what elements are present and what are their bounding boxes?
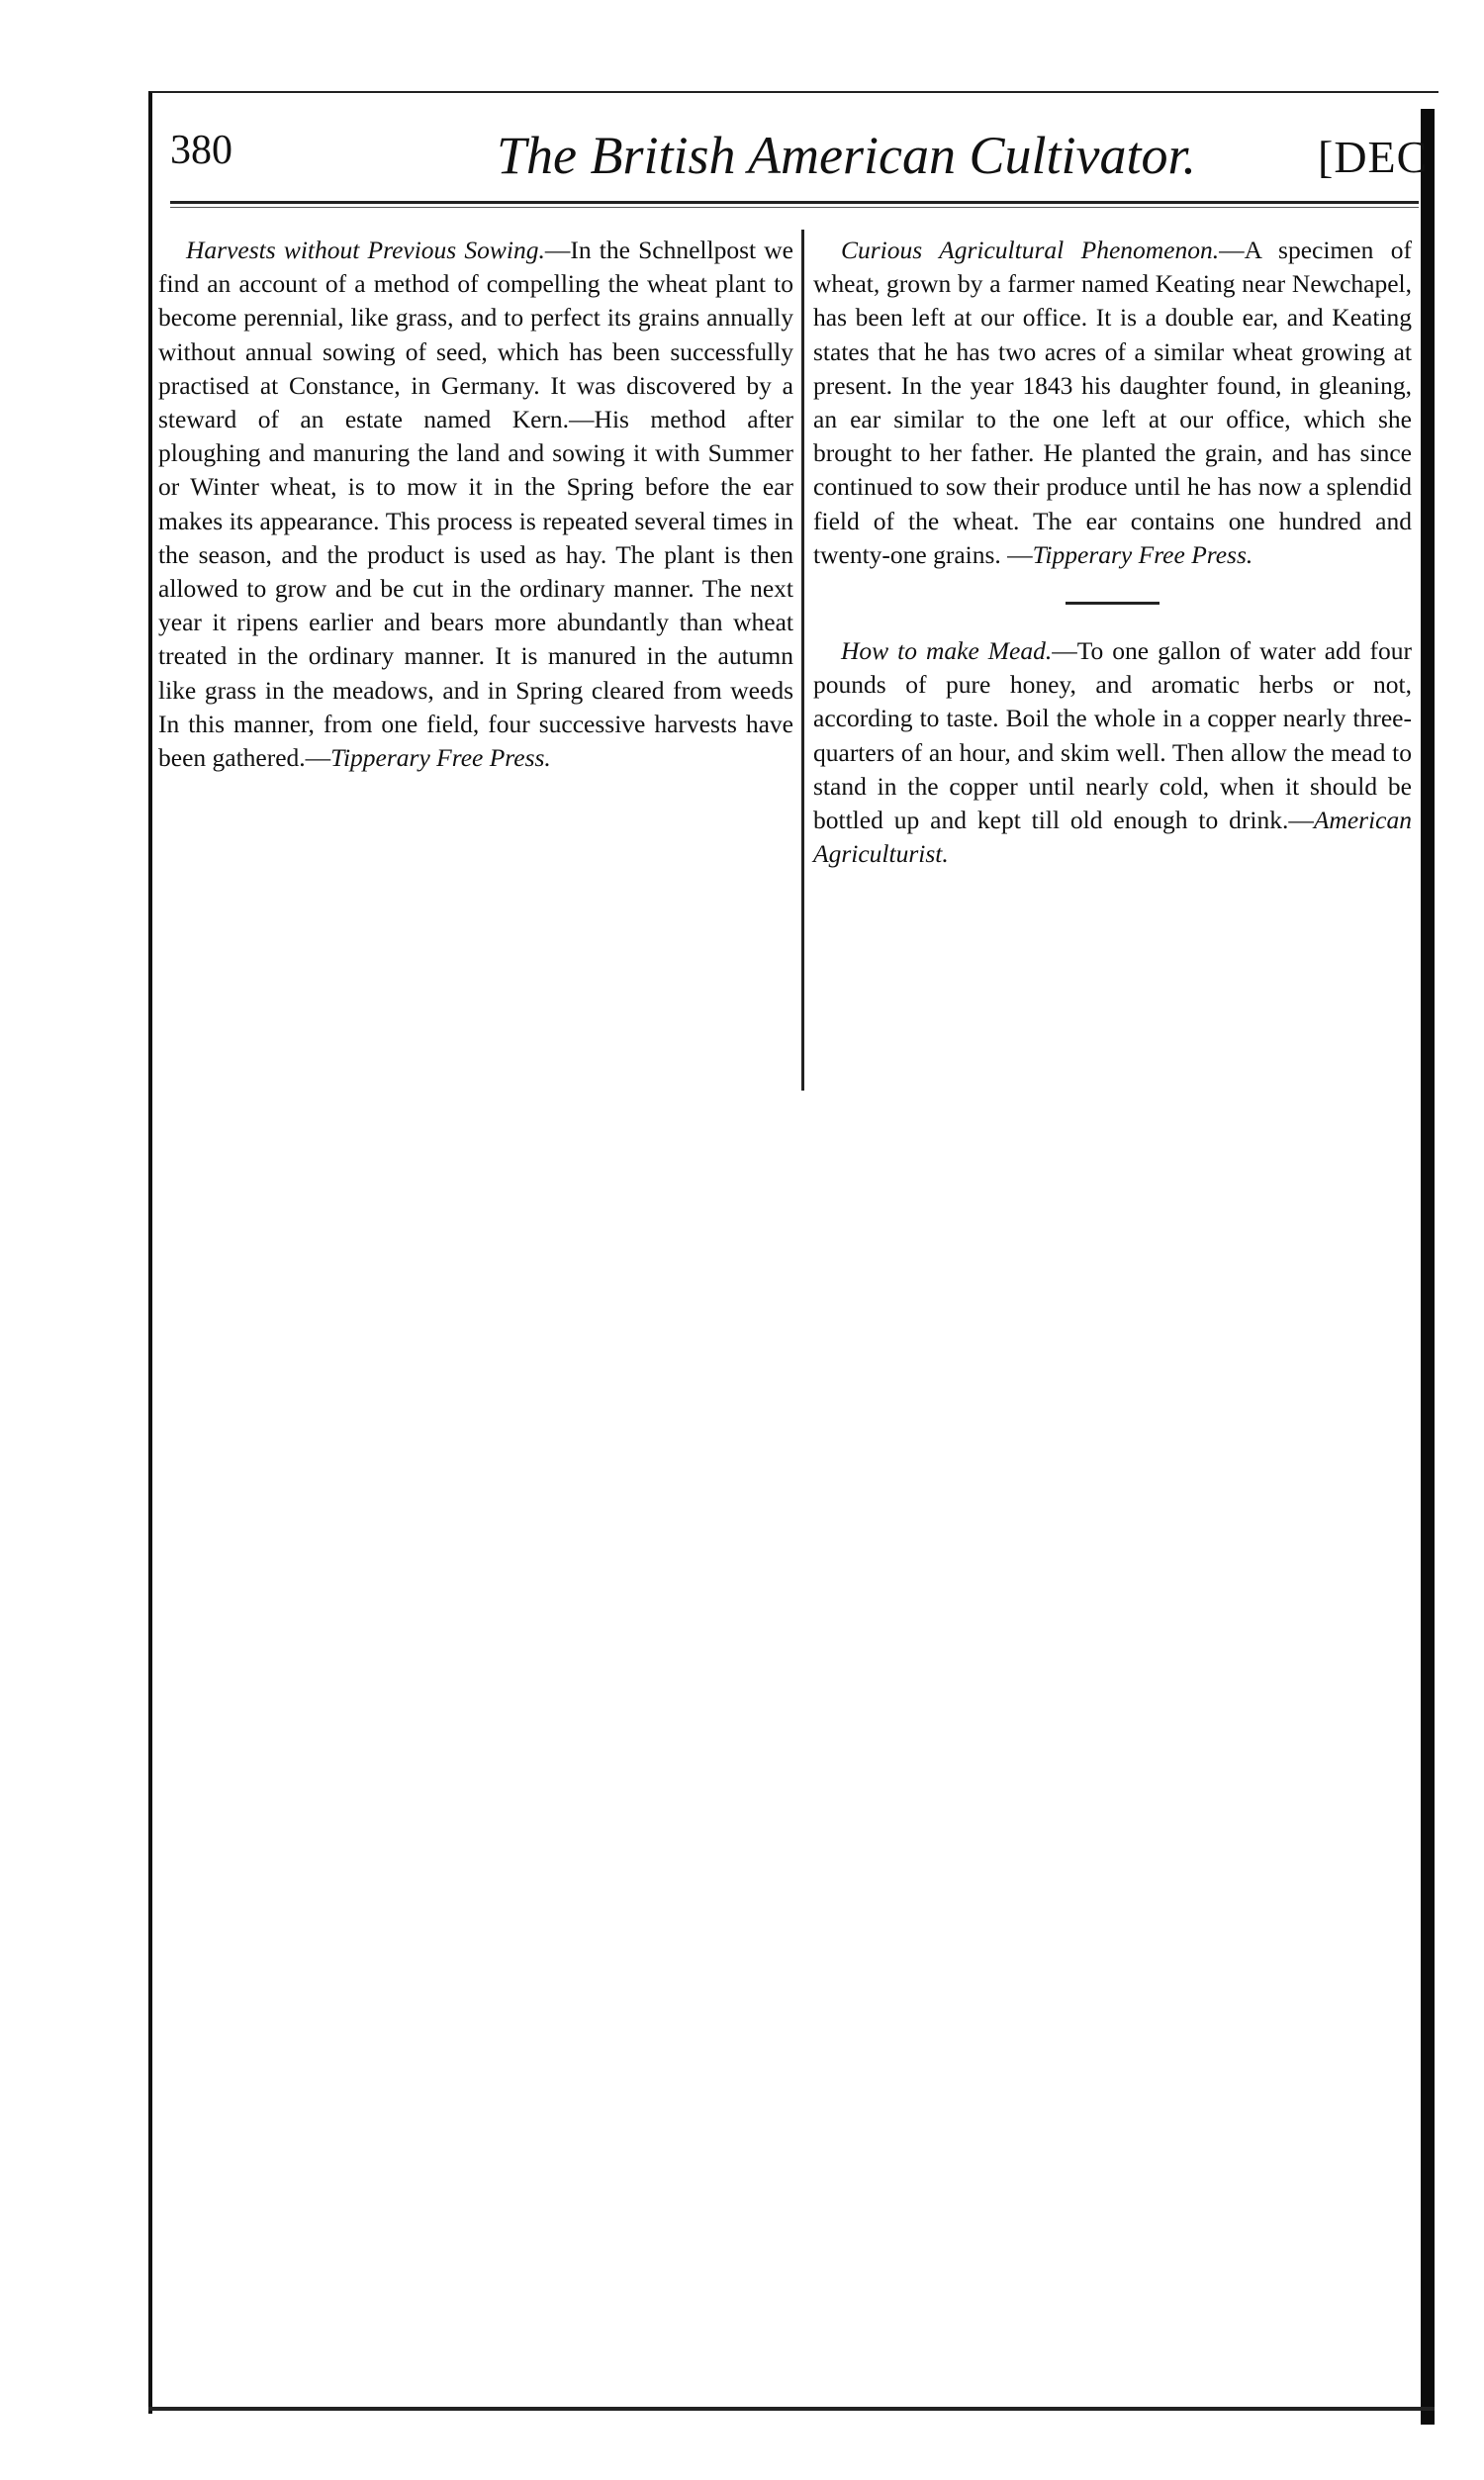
- article-body: —In the Schnellpost we find an account of a method of compelling the wheat plant to become perennial, like grass, and to perfect its grains annually without annual sowing of seed, which has been successfully practised at Constance, in Germany. It was discovered by a steward of an estate named Kern.—His method after ploughing and manuring the land and sowing it with Summer or Winter wheat, is to mow it in the Spring before the ear makes its appearance. This process is repeated several times in the season, and the product is used as hay. The plant is then allowed to grow and be cut in the ordinary manner. The next year it ripens earlier and bears more abundantly than wheat treated in the ordinary manner. It is manured in the autumn like grass in the meadows, and in Spring cleared from weeds In this manner, from one field, four successive harvests have been gathered.—: [158, 236, 793, 773]
- article-mead: [813, 634, 1412, 871]
- article-body: —A specimen of wheat, grown by a farmer named Keating near Newchapel, has been left at our office. It is a double ear, and Keating states that he has two acres of a similar wheat growing at present. In the year 1843 his daughter found, in gleaning, an ear similar to the one left at our office, which she brought to her father. He planted the grain, and has since continued to sow their produce until he has now a splendid field of the wheat. The ear contains one hundred and twenty-one grains. —: [813, 236, 1412, 569]
- right-column: [813, 234, 1412, 871]
- article-phenomenon: [813, 234, 1412, 572]
- bottom-rule: [148, 2407, 1435, 2411]
- page-edge-shadow: [1421, 109, 1435, 2425]
- article-paragraph: [158, 234, 793, 775]
- header-rule-thin: [170, 207, 1419, 208]
- section-divider: [1066, 602, 1159, 605]
- left-column: [158, 234, 793, 775]
- article-heading: How to make Mead.: [841, 636, 1053, 666]
- header-rule: [170, 201, 1419, 204]
- article-source: Tipperary Free Press.: [1032, 539, 1253, 569]
- article-heading: Harvests without Previous Sowing.: [186, 236, 545, 264]
- article-source: Tipperary Free Press.: [330, 743, 551, 773]
- journal-title: The British American Cultivator.: [497, 126, 1197, 185]
- page-header: [170, 117, 1429, 196]
- column-divider: [801, 230, 804, 1091]
- article-heading: Curious Agricultural Phenomenon.: [841, 236, 1220, 264]
- page-number: 380: [170, 128, 232, 173]
- article-body: —To one gallon of water add four pounds of pure honey, and aromatic herbs or not, according to taste. Boil the whole in a copper nearly three-quarters of an hour, and skim well. Then allow the mead to stand in the copper until nearly cold, when it should be bottled up and kept till old enough to drink.—: [813, 636, 1412, 835]
- issue-month: [DEC: [1318, 132, 1429, 182]
- article-source: American Agriculturist.: [813, 806, 1412, 869]
- article-paragraph: [813, 634, 1412, 871]
- article-harvests: [158, 234, 793, 775]
- article-paragraph: [813, 234, 1412, 572]
